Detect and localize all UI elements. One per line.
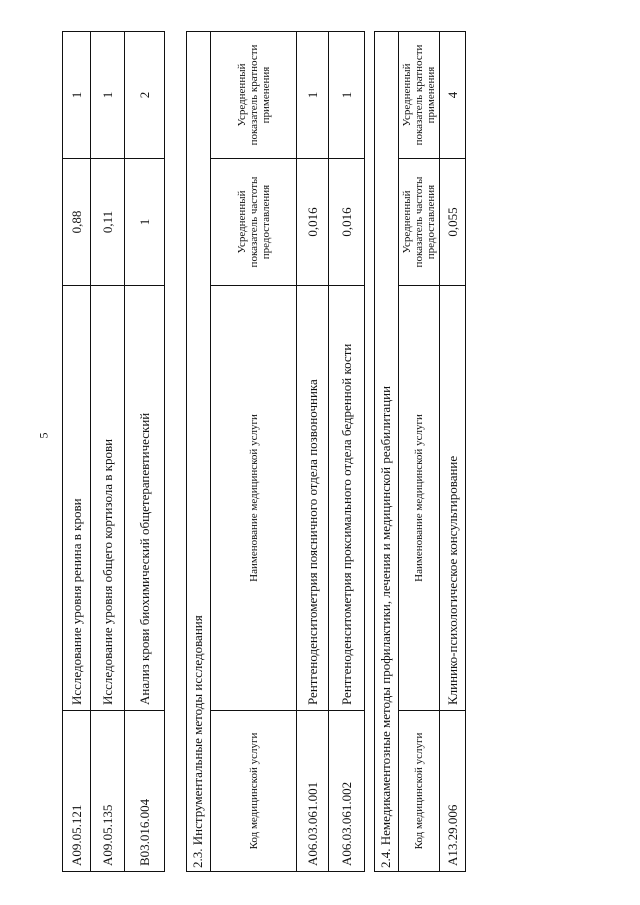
header-row [399, 32, 440, 872]
service-code: B03.016.004 [125, 711, 165, 872]
section-title-non-drug: 2.4. Немедикаментозные методы профилактики, лечения и медицинской реабилитации [378, 385, 393, 868]
service-name: Рентгеноденситометрия поясничного отдела позвоночника [297, 286, 329, 711]
section-title-row [375, 32, 399, 872]
header-multiplicity: Усредненный показатель кратности применения [399, 32, 440, 159]
service-code: A13.29.006 [440, 711, 466, 872]
multiplicity-value: 4 [440, 32, 466, 159]
section-title-instrumental: 2.3. Инструментальные методы исследования [190, 615, 205, 868]
table-row [329, 32, 365, 872]
table-row [63, 32, 91, 872]
laboratory-services-table [62, 31, 165, 872]
instrumental-methods-table [186, 31, 365, 872]
multiplicity-value: 2 [125, 32, 165, 159]
service-name: Рентгеноденситометрия проксимального отдела бедренной кости [329, 286, 365, 711]
non-drug-methods-table [374, 31, 466, 872]
service-name: Анализ крови биохимический общетерапевтический [125, 286, 165, 711]
service-code: A06.03.061.001 [297, 711, 329, 872]
header-row [211, 32, 297, 872]
frequency-value: 0,11 [91, 159, 125, 286]
header-name: Наименование медицинской услуги [211, 286, 297, 711]
header-multiplicity: Усредненный показатель кратности применения [211, 32, 297, 159]
page-number: 5 [36, 432, 51, 439]
table-row [125, 32, 165, 872]
rotated-document-content [62, 32, 466, 872]
table-row [440, 32, 466, 872]
header-code: Код медицинской услуги [399, 711, 440, 872]
service-name: Исследование уровня ренина в крови [63, 286, 91, 711]
table-row [91, 32, 125, 872]
multiplicity-value: 1 [63, 32, 91, 159]
multiplicity-value: 1 [329, 32, 365, 159]
header-code: Код медицинской услуги [211, 711, 297, 872]
frequency-value: 1 [125, 159, 165, 286]
table-row [297, 32, 329, 872]
frequency-value: 0,016 [329, 159, 365, 286]
section-title-row [187, 32, 211, 872]
frequency-value: 0,055 [440, 159, 466, 286]
header-name: Наименование медицинской услуги [399, 286, 440, 711]
multiplicity-value: 1 [91, 32, 125, 159]
service-code: A09.05.135 [91, 711, 125, 872]
frequency-value: 0,88 [63, 159, 91, 286]
multiplicity-value: 1 [297, 32, 329, 159]
header-frequency: Усредненный показатель частоты предоставления [211, 159, 297, 286]
service-name: Клинико-психологическое консультирование [440, 286, 466, 711]
service-name: Исследование уровня общего кортизола в крови [91, 286, 125, 711]
header-frequency: Усредненный показатель частоты предоставления [399, 159, 440, 286]
section-title-cell [187, 32, 211, 872]
service-code: A06.03.061.002 [329, 711, 365, 872]
service-code: A09.05.121 [63, 711, 91, 872]
frequency-value: 0,016 [297, 159, 329, 286]
section-title-cell [375, 32, 399, 872]
